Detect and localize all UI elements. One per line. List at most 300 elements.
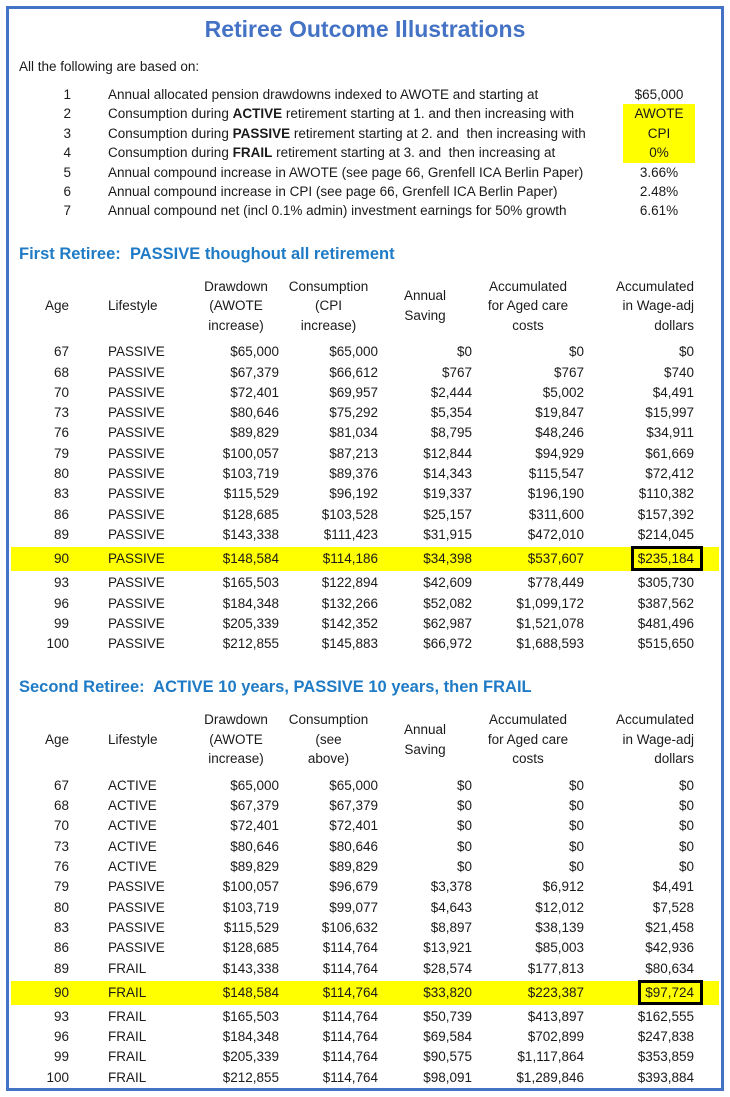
cell: $0 xyxy=(456,798,472,814)
cell: 70 xyxy=(53,818,69,834)
assumption-value: CPI xyxy=(623,124,695,143)
cell: $28,574 xyxy=(423,960,472,976)
cell: $48,246 xyxy=(535,425,584,441)
cell: $103,719 xyxy=(222,899,279,915)
cell: $0 xyxy=(678,838,694,854)
cell: $106,632 xyxy=(321,919,378,935)
page-title: Retiree Outcome Illustrations xyxy=(204,16,526,42)
cell: $114,764 xyxy=(322,1029,378,1045)
cell: 70 xyxy=(53,384,69,400)
cell: $96,192 xyxy=(329,486,378,502)
cell: $13,921 xyxy=(423,940,472,956)
column-header-line: (CPI xyxy=(315,298,342,314)
cell: $80,634 xyxy=(645,960,694,976)
table-row xyxy=(11,959,719,979)
cell: 73 xyxy=(53,838,69,854)
cell: $103,719 xyxy=(222,466,279,482)
cell: $42,936 xyxy=(645,940,694,956)
assumption-value: $65,000 xyxy=(634,87,684,102)
cell: 67 xyxy=(53,777,69,793)
cell: $72,401 xyxy=(230,384,279,400)
cell: 80 xyxy=(53,466,69,482)
cell: PASSIVE xyxy=(108,344,165,360)
cell: $1,099,172 xyxy=(516,595,584,611)
cell: $65,000 xyxy=(329,777,378,793)
cell: $0 xyxy=(568,777,584,793)
cell: $111,423 xyxy=(323,526,378,542)
column-header xyxy=(279,710,378,769)
cell: $387,562 xyxy=(637,595,694,611)
cell: ACTIVE xyxy=(108,818,157,834)
table-row xyxy=(11,573,719,593)
table1-heading: First Retiree: PASSIVE thoughout all retirement xyxy=(19,244,395,263)
cell: 86 xyxy=(53,940,69,956)
column-header xyxy=(472,277,584,336)
cell: FRAIL xyxy=(108,1029,147,1045)
column-header-line: (see xyxy=(315,731,342,747)
cell: ACTIVE xyxy=(108,859,157,875)
table-row xyxy=(11,981,719,1005)
cell: $128,685 xyxy=(222,940,279,956)
table-row xyxy=(11,594,719,614)
cell: $481,496 xyxy=(637,615,694,631)
cell: PASSIVE xyxy=(108,384,165,400)
cell: $72,412 xyxy=(645,466,694,482)
cell: $81,034 xyxy=(329,425,378,441)
cell: $98,091 xyxy=(423,1069,472,1085)
column-header xyxy=(11,296,69,316)
cell: $128,685 xyxy=(222,506,279,522)
column-header xyxy=(378,720,472,759)
cell: $212,855 xyxy=(222,1069,279,1085)
cell: ACTIVE xyxy=(108,798,157,814)
column-header-line: dollars xyxy=(654,317,694,333)
blue-frame-border xyxy=(6,6,724,1091)
column-header xyxy=(279,277,378,336)
cell: $537,607 xyxy=(527,551,584,567)
column-header-line: for Aged care xyxy=(487,731,569,747)
assumption-value: 3.66% xyxy=(639,164,679,180)
cell: $4,491 xyxy=(652,879,694,895)
intro-line: All the following are based on: xyxy=(19,59,200,74)
cell: $132,266 xyxy=(321,595,378,611)
cell: 83 xyxy=(53,486,69,502)
column-header-line: (AWOTE xyxy=(209,731,263,747)
cell: $114,764 xyxy=(322,940,378,956)
cell: $393,884 xyxy=(637,1069,694,1085)
cell: $34,911 xyxy=(646,425,694,441)
table-row xyxy=(11,464,719,484)
cell: $89,829 xyxy=(230,859,279,875)
cell: $114,764 xyxy=(322,984,378,1000)
column-header-line: Lifestyle xyxy=(108,298,158,314)
cell: $34,398 xyxy=(423,551,472,567)
table-row xyxy=(11,383,719,403)
cell: $114,186 xyxy=(322,551,378,567)
cell: $0 xyxy=(568,818,584,834)
column-header-line: Age xyxy=(44,731,69,747)
cell: $223,387 xyxy=(527,984,584,1000)
cell: $184,348 xyxy=(222,1029,279,1045)
cell: $7,528 xyxy=(652,899,694,915)
table-row xyxy=(11,938,719,958)
cell: $12,012 xyxy=(535,899,584,915)
cell: $115,547 xyxy=(528,466,584,482)
column-header-line: Accumulated xyxy=(615,278,694,294)
column-header-line: Annual xyxy=(403,288,447,304)
table1 xyxy=(11,277,719,655)
cell: $69,584 xyxy=(423,1029,472,1045)
column-header-line: increase) xyxy=(208,317,264,333)
table2-header-row xyxy=(11,710,719,769)
cell: $80,646 xyxy=(329,838,378,854)
assumption-row xyxy=(11,201,719,220)
column-header-line: above) xyxy=(307,751,350,767)
cell: 96 xyxy=(53,595,69,611)
assumption-row xyxy=(11,124,719,143)
cell: $62,987 xyxy=(423,615,472,631)
table-row xyxy=(11,877,719,897)
table-row xyxy=(11,525,719,545)
cell: $0 xyxy=(678,777,694,793)
cell: 99 xyxy=(53,615,69,631)
cell: $42,609 xyxy=(423,575,472,591)
column-header-line: costs xyxy=(512,751,544,767)
cell: PASSIVE xyxy=(108,445,165,461)
cell: 67 xyxy=(53,344,69,360)
cell: $1,521,078 xyxy=(516,615,584,631)
column-header-line: increase) xyxy=(300,317,357,333)
table-row xyxy=(11,614,719,634)
table-row xyxy=(11,918,719,938)
cell: $0 xyxy=(678,344,694,360)
cell: $148,584 xyxy=(222,984,279,1000)
cell: 93 xyxy=(53,575,69,591)
table-row xyxy=(11,1007,719,1027)
cell: $0 xyxy=(678,859,694,875)
assumption-text: Annual compound increase in CPI (see page 66, Grenfell ICA Berlin Paper) xyxy=(108,183,558,199)
cell: $61,669 xyxy=(645,445,694,461)
cell: $1,688,593 xyxy=(516,636,584,652)
table-row xyxy=(11,816,719,836)
cell: $0 xyxy=(568,838,584,854)
cell: $0 xyxy=(456,777,472,793)
cell: $72,401 xyxy=(329,818,378,834)
cell: $87,213 xyxy=(329,445,378,461)
cell xyxy=(584,981,694,1005)
cell: $21,458 xyxy=(645,919,694,935)
cell: $5,002 xyxy=(542,384,584,400)
assumption-number: 6 xyxy=(63,183,71,199)
cell: $38,139 xyxy=(535,919,584,935)
table-row xyxy=(11,796,719,816)
assumption-text: Annual compound increase in AWOTE (see page 66, Grenfell ICA Berlin Paper) xyxy=(108,164,584,180)
cell: 93 xyxy=(53,1008,69,1024)
column-header-line: in Wage-adj xyxy=(622,731,694,747)
assumption-value: AWOTE xyxy=(623,104,695,123)
cell: 89 xyxy=(53,526,69,542)
cell: $114,764 xyxy=(322,1049,378,1065)
table-row xyxy=(11,837,719,857)
cell: $0 xyxy=(568,344,584,360)
cell: $72,401 xyxy=(230,818,279,834)
cell: PASSIVE xyxy=(108,526,165,542)
assumption-text: Consumption during FRAIL retirement starting at 3. and then increasing at xyxy=(108,145,556,161)
cell: $177,813 xyxy=(527,960,584,976)
cell: $145,883 xyxy=(321,636,378,652)
cell: 86 xyxy=(53,506,69,522)
assumptions-list xyxy=(11,85,719,221)
cell: $0 xyxy=(456,818,472,834)
cell: 100 xyxy=(46,1069,69,1085)
cell: PASSIVE xyxy=(108,919,165,935)
cell: $311,600 xyxy=(528,506,584,522)
cell: $90,575 xyxy=(423,1049,472,1065)
table-row xyxy=(11,547,719,571)
column-header-line: in Wage-adj xyxy=(622,298,694,314)
cell: $114,764 xyxy=(322,1008,378,1024)
column-header xyxy=(472,710,584,769)
assumption-number: 5 xyxy=(63,164,71,180)
cell: $0 xyxy=(568,859,584,875)
table-row xyxy=(11,403,719,423)
cell: 100 xyxy=(46,636,69,652)
assumption-text: Consumption during PASSIVE retirement starting at 2. and then increasing with xyxy=(108,125,586,141)
cell: $65,000 xyxy=(230,344,279,360)
column-header xyxy=(584,277,694,336)
table-row xyxy=(11,634,719,654)
cell: $25,157 xyxy=(423,506,472,522)
cell: $85,003 xyxy=(535,940,584,956)
table-row xyxy=(11,484,719,504)
cell: $212,855 xyxy=(222,636,279,652)
cell: $767 xyxy=(441,364,472,380)
cell: $162,555 xyxy=(637,1008,694,1024)
cell: $67,379 xyxy=(230,798,279,814)
cell: $4,643 xyxy=(430,899,472,915)
table-row xyxy=(11,898,719,918)
assumption-row xyxy=(11,85,719,104)
boxed-result-value: $97,724 xyxy=(638,980,703,1005)
cell: $0 xyxy=(456,838,472,854)
table-row xyxy=(11,423,719,443)
cell: $89,829 xyxy=(230,425,279,441)
assumption-row xyxy=(11,143,719,162)
cell: PASSIVE xyxy=(108,364,165,380)
cell: $0 xyxy=(678,798,694,814)
cell: $89,376 xyxy=(329,466,378,482)
cell: PASSIVE xyxy=(108,636,165,652)
cell: $0 xyxy=(456,859,472,875)
assumption-row xyxy=(11,104,719,123)
cell: 76 xyxy=(53,859,69,875)
table2-heading: Second Retiree: ACTIVE 10 years, PASSIVE 10 years, then FRAIL xyxy=(19,678,532,697)
cell: FRAIL xyxy=(108,984,147,1000)
column-header xyxy=(378,286,472,325)
cell: $767 xyxy=(553,364,584,380)
cell: FRAIL xyxy=(108,1069,147,1085)
cell: 80 xyxy=(53,899,69,915)
column-header xyxy=(584,710,694,769)
cell: $67,379 xyxy=(230,364,279,380)
cell: 99 xyxy=(53,1049,69,1065)
cell: $148,584 xyxy=(222,551,279,567)
cell: $143,338 xyxy=(222,526,279,542)
table2 xyxy=(11,710,719,1088)
cell: PASSIVE xyxy=(108,425,165,441)
cell: $19,847 xyxy=(535,405,584,421)
cell: $114,764 xyxy=(322,1069,378,1085)
table1-header-row xyxy=(11,277,719,336)
cell: $214,045 xyxy=(637,526,694,542)
cell: $14,343 xyxy=(423,466,472,482)
cell: $702,899 xyxy=(527,1029,584,1045)
cell: ACTIVE xyxy=(108,838,157,854)
assumption-value: 0% xyxy=(623,143,695,162)
boxed-result-value: $235,184 xyxy=(631,546,703,571)
cell: $65,000 xyxy=(230,777,279,793)
assumption-text: Annual compound net (incl 0.1% admin) investment earnings for 50% growth xyxy=(108,203,567,219)
cell: $69,957 xyxy=(329,384,378,400)
cell: $165,503 xyxy=(222,1008,279,1024)
column-header-line: costs xyxy=(512,317,544,333)
cell: $8,897 xyxy=(430,919,472,935)
cell: $1,117,864 xyxy=(517,1049,584,1065)
cell: FRAIL xyxy=(108,1049,147,1065)
table-row xyxy=(11,444,719,464)
column-header-line: Accumulated xyxy=(615,712,694,728)
column-header-line: Consumption xyxy=(288,278,369,294)
cell: $196,190 xyxy=(527,486,584,502)
cell: 68 xyxy=(53,364,69,380)
cell: $205,339 xyxy=(222,615,279,631)
column-header-line: Saving xyxy=(404,307,446,323)
cell: $115,529 xyxy=(223,919,279,935)
cell: $8,795 xyxy=(430,425,472,441)
cell: $12,844 xyxy=(423,445,472,461)
cell: PASSIVE xyxy=(108,405,165,421)
cell: $96,679 xyxy=(329,879,378,895)
assumption-number: 2 xyxy=(63,106,71,122)
cell: $1,289,846 xyxy=(516,1069,584,1085)
column-header-line: (AWOTE xyxy=(209,298,263,314)
cell: $80,646 xyxy=(230,838,279,854)
cell: $305,730 xyxy=(637,575,694,591)
cell: FRAIL xyxy=(108,1008,147,1024)
cell: PASSIVE xyxy=(108,615,165,631)
cell: $5,354 xyxy=(430,405,472,421)
column-header-line: Accumulated xyxy=(488,278,568,294)
column-header-line: Consumption xyxy=(288,712,369,728)
assumption-number: 3 xyxy=(63,125,71,141)
cell: 89 xyxy=(53,960,69,976)
column-header-line: Lifestyle xyxy=(108,731,158,747)
cell: $80,646 xyxy=(230,405,279,421)
cell: PASSIVE xyxy=(108,899,165,915)
assumption-value: 6.61% xyxy=(639,203,679,219)
cell: PASSIVE xyxy=(108,879,165,895)
cell: FRAIL xyxy=(108,960,147,976)
cell: $115,529 xyxy=(223,486,279,502)
column-header xyxy=(108,296,193,316)
cell: $66,612 xyxy=(329,364,378,380)
cell: $515,650 xyxy=(637,636,694,652)
cell: $165,503 xyxy=(222,575,279,591)
cell: $75,292 xyxy=(329,405,378,421)
cell: $740 xyxy=(663,364,694,380)
assumption-value: 2.48% xyxy=(639,183,679,199)
cell: PASSIVE xyxy=(108,551,165,567)
assumption-number: 4 xyxy=(63,145,71,161)
cell: $110,382 xyxy=(638,486,694,502)
column-header xyxy=(193,710,279,769)
assumption-number: 1 xyxy=(63,87,71,102)
cell: $66,972 xyxy=(423,636,472,652)
column-header-line: increase) xyxy=(208,751,264,767)
table2-body xyxy=(11,776,719,1088)
cell: $6,912 xyxy=(542,879,584,895)
cell: PASSIVE xyxy=(108,575,165,591)
cell: $100,057 xyxy=(222,445,279,461)
cell: $19,337 xyxy=(423,486,472,502)
cell: 96 xyxy=(53,1029,69,1045)
table-row xyxy=(11,1047,719,1067)
cell: 90 xyxy=(53,984,69,1000)
cell: $67,379 xyxy=(329,798,378,814)
cell: $205,339 xyxy=(222,1049,279,1065)
assumption-text: Annual allocated pension drawdowns indexed to AWOTE and starting at xyxy=(108,87,539,102)
cell: 83 xyxy=(53,919,69,935)
column-header-line: Saving xyxy=(404,741,446,757)
column-header-line: dollars xyxy=(654,751,694,767)
cell: PASSIVE xyxy=(108,466,165,482)
cell: 68 xyxy=(53,798,69,814)
cell: $0 xyxy=(568,798,584,814)
cell: $31,915 xyxy=(423,526,472,542)
column-header xyxy=(11,730,69,750)
cell: $472,010 xyxy=(527,526,584,542)
column-header-line: Accumulated xyxy=(488,712,568,728)
cell: $100,057 xyxy=(222,879,279,895)
cell: 79 xyxy=(53,445,69,461)
cell: 79 xyxy=(53,879,69,895)
column-header-line: Drawdown xyxy=(204,278,268,294)
cell: $2,444 xyxy=(430,384,472,400)
assumption-number: 7 xyxy=(63,203,71,219)
cell: $142,352 xyxy=(321,615,378,631)
cell: $353,859 xyxy=(637,1049,694,1065)
cell: $778,449 xyxy=(527,575,584,591)
cell: $413,897 xyxy=(527,1008,584,1024)
cell: $99,077 xyxy=(329,899,378,915)
table-row xyxy=(11,1068,719,1088)
table-row xyxy=(11,342,719,362)
cell: $3,378 xyxy=(430,879,472,895)
cell: $157,392 xyxy=(637,506,694,522)
table1-body xyxy=(11,342,719,654)
assumption-text: Consumption during ACTIVE retirement starting at 1. and then increasing with xyxy=(108,106,574,122)
table-row xyxy=(11,505,719,525)
cell: 90 xyxy=(53,551,69,567)
cell: PASSIVE xyxy=(108,506,165,522)
cell: $103,528 xyxy=(321,506,378,522)
cell: $4,491 xyxy=(652,384,694,400)
cell: PASSIVE xyxy=(108,595,165,611)
table-row xyxy=(11,857,719,877)
cell: ACTIVE xyxy=(108,777,157,793)
column-header-line: Drawdown xyxy=(204,712,268,728)
table-row xyxy=(11,1027,719,1047)
